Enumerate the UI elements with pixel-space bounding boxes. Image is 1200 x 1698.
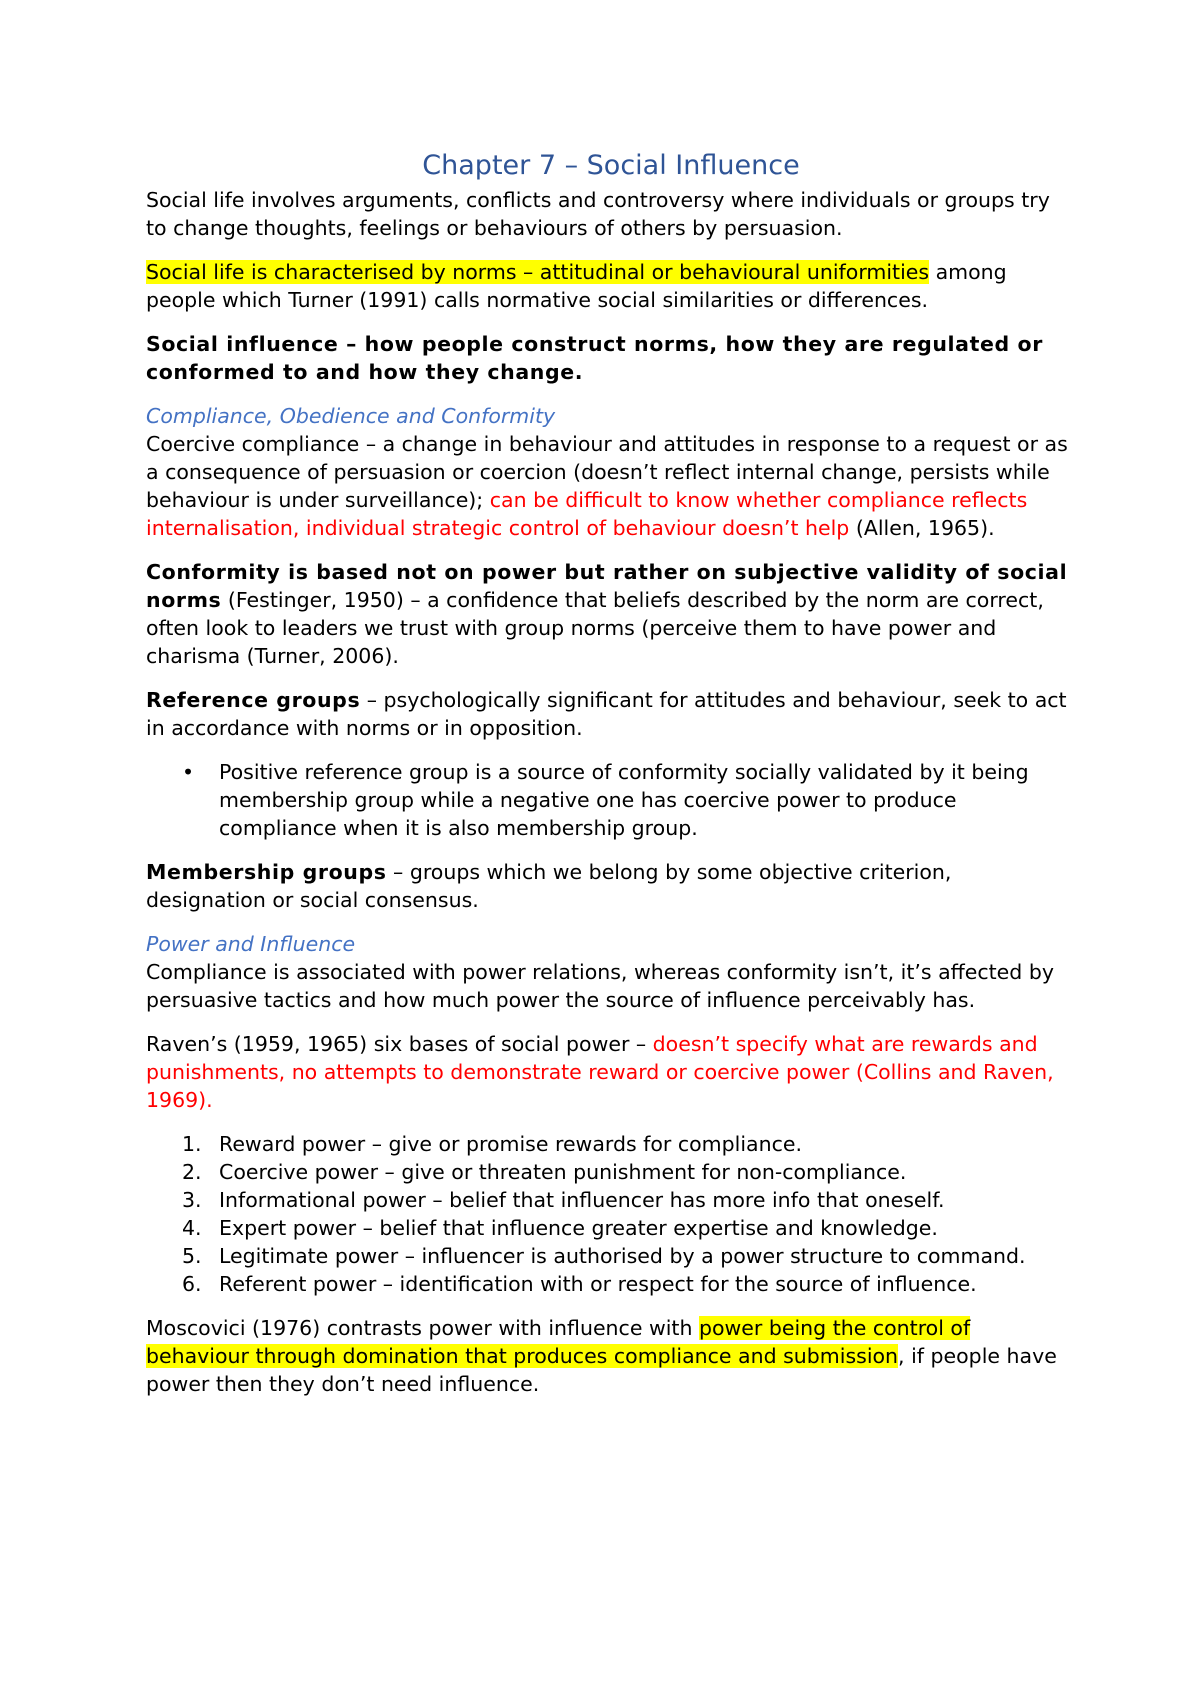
reference-groups-term: Reference groups	[146, 688, 361, 712]
list-item-number: 4.	[182, 1216, 202, 1240]
compliance-power-paragraph: Compliance is associated with power relations, whereas conformity isn’t, it’s affected by persuasive tactics and how much power the source of influence perceivably has.	[146, 960, 1054, 1012]
reference-groups-text: – psychologically significant for attitudes and behaviour, seek to act in accordance with norms or in opposition.	[146, 688, 1067, 740]
list-item-text: Informational power – belief that influencer has more info that oneself.	[219, 1188, 945, 1212]
norms-paragraph	[146, 258, 1076, 314]
social-influence-definition: Social influence – how people construct norms, how they are regulated or conformed to and how they change.	[146, 332, 1043, 384]
moscovici-paragraph	[146, 1314, 1076, 1398]
membership-groups-text: – groups which we belong by some objective criterion, designation or social consensus.	[146, 860, 952, 912]
raven-paragraph	[146, 1030, 1076, 1114]
norms-highlight: Social life is characterised by norms – attitudinal or behavioural uniformities	[146, 260, 930, 284]
list-item	[146, 1242, 1076, 1270]
list-item	[146, 1158, 1076, 1186]
coercive-citation: (Allen, 1965).	[849, 516, 995, 540]
moscovici-text: Moscovici (1976) contrasts power with influence with	[146, 1316, 699, 1340]
membership-groups-paragraph	[146, 858, 1076, 914]
membership-groups-term: Membership groups	[146, 860, 387, 884]
list-item-number: 3.	[182, 1188, 202, 1212]
conformity-text: (Festinger, 1950) – a confidence that beliefs described by the norm are correct, often look to leaders we trust with group norms (perceive them to have power and charisma (Turner, 2006).	[146, 588, 1044, 668]
raven-critique: doesn’t specify what are rewards and punishments, no attempts to demonstrate reward or coercive power (Collins and Raven, 1969).	[146, 1032, 1054, 1112]
document-body	[146, 146, 1076, 1398]
conformity-paragraph	[146, 558, 1076, 670]
coercive-compliance-paragraph	[146, 430, 1076, 542]
moscovici-rest: , if people have power then they don’t need influence.	[146, 1344, 1057, 1396]
reference-groups-paragraph	[146, 686, 1076, 742]
list-item-number: 2.	[182, 1160, 202, 1184]
list-item-number: 5.	[182, 1244, 202, 1268]
moscovici-highlight: power being the control of behaviour through domination that produces compliance and submission	[146, 1316, 971, 1368]
list-item-text: Reward power – give or promise rewards for compliance.	[219, 1132, 803, 1156]
list-item-text: Referent power – identification with or respect for the source of influence.	[219, 1272, 977, 1296]
coercive-text: Coercive compliance – a change in behaviour and attitudes in response to a request or as a consequence of persuasion or coercion (doesn’t reflect internal change, persists while behaviour is under surveillance);	[146, 432, 1068, 512]
conformity-term: Conformity is based not on power but rather on subjective validity of social norms	[146, 560, 1068, 612]
list-item-text: Legitimate power – influencer is authorised by a power structure to command.	[219, 1244, 1026, 1268]
section-heading-compliance: Compliance, Obedience and Conformity	[146, 404, 556, 428]
list-item-text: Coercive power – give or threaten punishment for non-compliance.	[219, 1160, 907, 1184]
list-item	[146, 758, 1076, 842]
list-item-number: 1.	[182, 1132, 202, 1156]
list-item	[146, 1214, 1076, 1242]
list-item-number: 6.	[182, 1272, 202, 1296]
bullet-icon: •	[182, 760, 195, 784]
intro-paragraph: Social life involves arguments, conflicts and controversy where individuals or groups try to change thoughts, feelings or behaviours of others by persuasion.	[146, 188, 1050, 240]
list-item	[146, 1186, 1076, 1214]
coercive-critique: can be difficult to know whether compliance reflects internalisation, individual strategic control of behaviour doesn’t help	[146, 488, 1028, 540]
list-item	[146, 1130, 1076, 1158]
power-bases-list	[146, 1130, 1076, 1298]
list-item-text: Expert power – belief that influence greater expertise and knowledge.	[219, 1216, 938, 1240]
chapter-title: Chapter 7 – Social Influence	[422, 150, 800, 181]
norms-text: among people which Turner (1991) calls normative social similarities or differences.	[146, 260, 1007, 312]
section-heading-power: Power and Influence	[146, 932, 356, 956]
raven-text: Raven’s (1959, 1965) six bases of social power –	[146, 1032, 653, 1056]
reference-groups-list	[146, 758, 1076, 842]
list-item-text: Positive reference group is a source of conformity socially validated by it being membership group while a negative one has coercive power to produce compliance when it is also membership group.	[219, 760, 1029, 840]
list-item	[146, 1270, 1076, 1298]
